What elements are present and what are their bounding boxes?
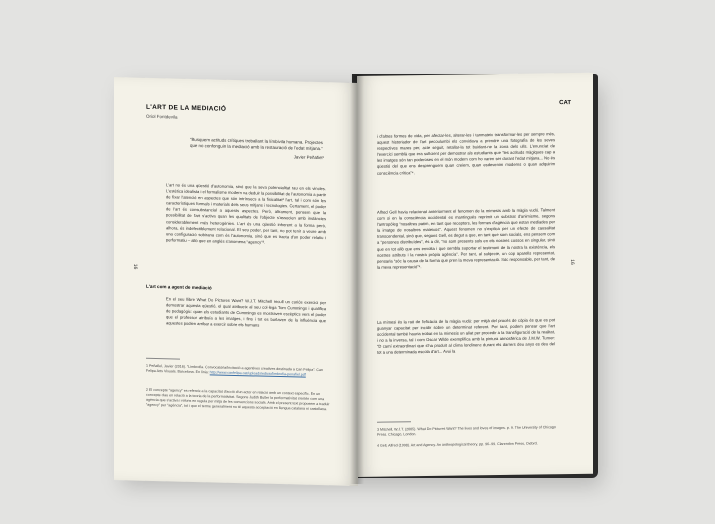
right-page <box>357 73 593 477</box>
epigraph-text: “Busquem actituds crítiques treballant la límbivila humana. Projectes que no confonguin la mediació amb la restauració de l'edat mitjana.” <box>190 136 324 152</box>
right-page-number: 16 <box>568 259 575 265</box>
body-paragraph-5: La mímesi és la raó de l'eficàcia de la màgia vudú: per mitjà del procés de còpia és que es pot guanyar capacitat per incidir sobre un determinat referent. Per tant, podem pensar que l'art occidental també hauria trobat en la mimesis un aliat per procedir a la transfiguració de la realitat, i no a la inversa, tal i com Oscar Wilde exemplifica amb la pintura atmosfèrica de J.M.W. Turner: “D camí extraordinari que s'ha produït al clima londinenc durant els darrers deu anys es deu del tot a una determinada escola d'art... Avui la <box>377 317 555 356</box>
footnote-divider <box>146 358 180 360</box>
footnote-1-text: 1 Peñafiel, Javier (2016). “Límbrofia. Convocatòria/Incitació a agentives creatives destinada a Can Felipa”. Can Felipa Arts Visuals. Barcelona. En línia: <box>146 363 323 375</box>
body-paragraph-2: En el seu llibre What Do Pictures Want? W.J.T. Mitchell recull un curiós exercici per demostrar aquesta qüestió, el qual atribueix al seu col·lega Tom Cummings i qualifica de pedagògic: quan els estudiants de Cummings es mostraven escèptics vers el poder que el professor atribuïa a les imatges, i fins i tot es burlaven de la influència que aquestes podien arribar a exercir sobre els humans <box>166 296 326 328</box>
left-page <box>114 77 358 486</box>
body-paragraph-4: Alfred Gell havia relacionat anteriorment el fenomen de la mimesis amb la màgia vudú. Talment com si en la consciència occidental es mantingués reprimit un substrat d'animisme, segons l'antropòleg “nosaltres patim, en tant que receptors, les formes d'agència que estan mediades per la imatge de nosaltres mateixos”. Aquest fenomen no s'explica per un efecte de causalitat transcendental, sinó que, segons Gell, es degut a que, en tant que som socials, ens pensem com a “persones distribuïdes”, és a dir, “no som presents sols en els nostres cossos en singular, sinó que en tot allò que ens envolta i que sembla suportar el testimoni de la nostra la existència, els nostres atributs i la nostra pròpia agència”. Per tant, al subjecte, un cop aparells representat, pensaria “sóc la causa de la forma que pren la meva representació. Sóc responsable, per tant, de la meva representació”⁵. <box>377 207 555 270</box>
book-gutter <box>350 74 364 484</box>
body-paragraph-1: L'art no és una qüestió d'autonomia, sinó que la seva potencialitat rau en els vincles. L'estètica idealista i el formalisme modern va deduir la possibilitat de l'autonomia a partir de fixar l'atenció en aspectes que són intrínsecs a la fisicalitat² l'art, tal i com són les característiques formals i materials dels seus mitjans i tecnologies. Certament, el poder de l'art és consubstancial a aquests aspectes. Però, altrament, pensem que la possibilitat de l'art s'activa quan les qualitats de l'objecte s'associen amb instàncies considerablement més heterogènies. L'art és una qüestió inherent a la forma però, alhora, és indefectiblement relacional. El seu poder, per tant, no pot tenir a veure amb una configuració sobirana com és l'autonomia, sinó que es tracta d'un poder relatiu i performatiu – allò que en anglès s'anomena “agency”³. <box>166 182 326 245</box>
chapter-title: L'ART DE LA MEDIACIÓ <box>146 103 227 113</box>
body-paragraph-3: i d'altres formes de vida, per afectar-les, alterar-les i tanmateix transformar-les per sempre més, aquest historiador de l'art pecoulumbi els convidava a prendre una fotografia de les seves respectives mares per, acte seguit, retallar-la tot buidant-ne la zona dels ulls. L'enunciat de l'exercici semblà que era suficient per demostrar als estudiants que “les actituds màgiques cap a les imatges són tan poderoses en el món modern com ho varen ser durant l'edat mitjana... No és qüestió del que ens desprenguem quan creiem, quan esdevenim moderns o quan adquirim consciència crítica”⁴. <box>377 131 555 176</box>
footnote-4: 4 Gell, Alfred (1998). Art and Agency. An anthropological theory. pp. 96–99. Clarendon Press, Oxford. <box>377 441 538 448</box>
section-subheading: L'art com a agent de mediació <box>146 283 212 291</box>
footnote-2: 2 El concepte “agency” es refereix a la capacitat d'acció d'un actor en relació amb un context específic. En un concepte clau en relació a la teoria de la performativitat. Segons Judith Butler la performativitat s'entén com una agència que s'activa i refons en regula per mitjà de les convencions socials. Amb el present text proposem a traduir “agency” per “agència”, tot i que el terme generalment no té aquesta acceptació en llengua catalana ni castellana. <box>146 387 330 412</box>
footnote-1-link[interactable]: http://www.canfelipa.cat/uploads/edicio/limbrofia-penafiel.pdf <box>209 370 306 377</box>
footnote-1 <box>146 364 330 378</box>
chapter-author: Oriol Fontdevila <box>146 113 178 120</box>
epigraph-quote <box>190 137 330 161</box>
footnote-3: 3 Mitchell, W.J.T. (2005). What Do Pictures Want? The lives and loves of images. p. 9. The University of Chicago Press. Chicago, London. <box>377 425 556 437</box>
epigraph-attribution: Javier Peñafiel¹ <box>293 154 324 161</box>
left-page-number: 16 <box>131 263 138 270</box>
language-tag: CAT <box>559 100 571 107</box>
footnote-divider-right <box>377 421 411 422</box>
